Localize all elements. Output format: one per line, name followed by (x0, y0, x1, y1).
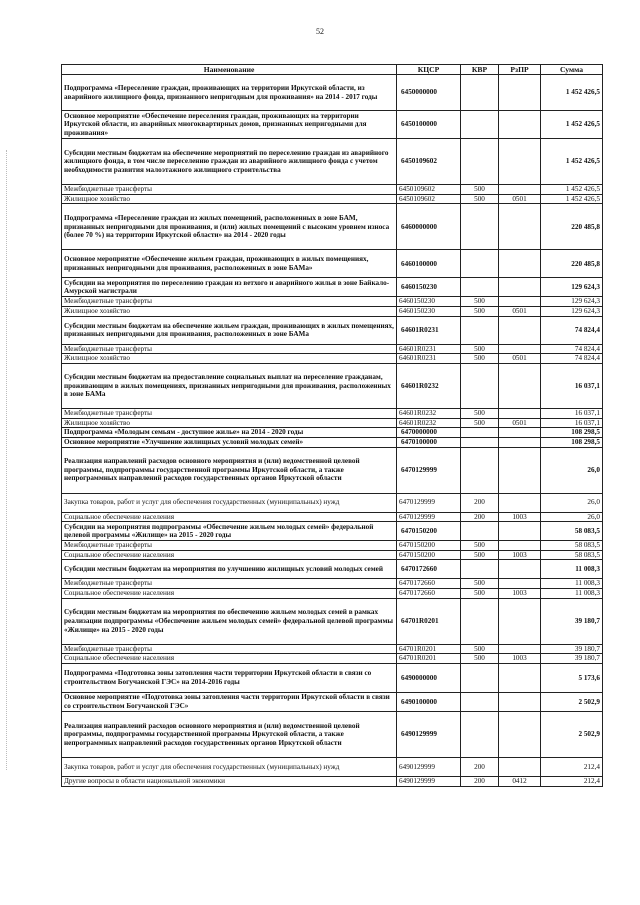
cell-rzpr: 0501 (499, 307, 541, 317)
cell-sum: 1 452 426,5 (541, 111, 603, 139)
cell-kcsr: 64601R0232 (397, 363, 461, 408)
table-row (62, 512, 603, 522)
cell-kcsr: 6470172660 (397, 589, 461, 599)
cell-kvr (461, 139, 499, 185)
cell-sum: 212,4 (541, 777, 603, 787)
cell-kcsr: 6470129999 (397, 493, 461, 512)
cell-kvr (461, 522, 499, 541)
cell-rzpr (499, 316, 541, 344)
cell-kcsr: 6450109602 (397, 139, 461, 185)
margin-dotted-line (6, 150, 8, 770)
cell-kcsr: 6450109602 (397, 185, 461, 195)
cell-kcsr: 6470129999 (397, 447, 461, 493)
cell-name: Социальное обеспечение населения (62, 589, 397, 599)
cell-kvr: 500 (461, 297, 499, 307)
table-row (62, 250, 603, 278)
cell-rzpr (499, 493, 541, 512)
cell-kvr (461, 204, 499, 250)
cell-kcsr: 6470172660 (397, 560, 461, 579)
cell-kvr: 200 (461, 512, 499, 522)
cell-name: Закупка товаров, работ и услуг для обеспечения государственных (муниципальных) нужд (62, 493, 397, 512)
cell-kcsr: 6470150200 (397, 550, 461, 560)
cell-kcsr: 6490129999 (397, 758, 461, 777)
table-row (62, 204, 603, 250)
table-row (62, 418, 603, 428)
table-row (62, 541, 603, 551)
cell-kvr (461, 664, 499, 693)
table-row (62, 185, 603, 195)
cell-sum: 129 624,3 (541, 307, 603, 317)
cell-rzpr (499, 75, 541, 111)
cell-kvr: 200 (461, 758, 499, 777)
cell-kvr (461, 598, 499, 644)
table-row (62, 408, 603, 418)
cell-kvr: 500 (461, 354, 499, 364)
cell-sum: 220 485,8 (541, 250, 603, 278)
cell-rzpr (499, 541, 541, 551)
cell-sum: 11 008,3 (541, 589, 603, 599)
cell-rzpr (499, 111, 541, 139)
table-row (62, 307, 603, 317)
cell-kcsr: 6460100000 (397, 250, 461, 278)
cell-name: Социальное обеспечение населения (62, 512, 397, 522)
cell-sum: 26,0 (541, 447, 603, 493)
cell-rzpr (499, 297, 541, 307)
cell-name: Субсидии на мероприятия подпрограммы «Обеспечение жильем молодых семей» федеральной целевой программы «Жилище» на 2015 - 2020 годы (62, 522, 397, 541)
cell-kcsr: 6450109602 (397, 194, 461, 204)
cell-kvr: 500 (461, 589, 499, 599)
cell-kcsr: 64601R0231 (397, 316, 461, 344)
cell-kcsr: 6470150200 (397, 541, 461, 551)
table-row (62, 75, 603, 111)
cell-kcsr: 6470000000 (397, 428, 461, 438)
cell-kcsr: 6470150200 (397, 522, 461, 541)
header-kcsr: КЦСР (397, 65, 461, 75)
cell-name: Подпрограмма «Переселение граждан из жилых помещений, расположенных в зоне БАМ, признанных непригодными для проживания, и (или) жилых помещений с высоким уровнем износа (более 70 %) на территории Иркутской области» на 2014 - 2020 годы (62, 204, 397, 250)
cell-sum: 39 180,7 (541, 644, 603, 654)
cell-kcsr: 6460150230 (397, 278, 461, 297)
cell-name: Субсидии местным бюджетам на мероприятия по обеспечению жильем молодых семей в рамках реализации подпрограммы «Обеспечение жильем молодых семей» федеральной целевой программы «Жилище» на 2015 - 2020 годы (62, 598, 397, 644)
cell-kvr: 500 (461, 185, 499, 195)
cell-sum: 39 180,7 (541, 654, 603, 664)
cell-kvr: 500 (461, 408, 499, 418)
cell-kvr (461, 560, 499, 579)
cell-name: Закупка товаров, работ и услуг для обеспечения государственных (муниципальных) нужд (62, 758, 397, 777)
cell-name: Жилищное хозяйство (62, 194, 397, 204)
cell-sum: 16 037,1 (541, 408, 603, 418)
cell-kvr (461, 428, 499, 438)
cell-sum: 16 037,1 (541, 418, 603, 428)
cell-rzpr (499, 408, 541, 418)
cell-sum: 5 173,6 (541, 664, 603, 693)
cell-sum: 26,0 (541, 493, 603, 512)
cell-rzpr (499, 437, 541, 447)
cell-rzpr: 0501 (499, 354, 541, 364)
cell-name: Другие вопросы в области национальной экономики (62, 777, 397, 787)
cell-rzpr (499, 579, 541, 589)
table-row (62, 297, 603, 307)
cell-sum: 1 452 426,5 (541, 75, 603, 111)
cell-rzpr (499, 644, 541, 654)
cell-kvr (461, 693, 499, 712)
table-row (62, 712, 603, 758)
cell-name: Межбюджетные трансферты (62, 185, 397, 195)
table-row (62, 428, 603, 438)
cell-kvr: 200 (461, 777, 499, 787)
cell-rzpr: 1003 (499, 654, 541, 664)
cell-rzpr (499, 522, 541, 541)
cell-kvr (461, 712, 499, 758)
cell-kcsr: 6470172660 (397, 579, 461, 589)
header-kvr: КВР (461, 65, 499, 75)
cell-rzpr (499, 560, 541, 579)
cell-rzpr (499, 428, 541, 438)
cell-kvr: 500 (461, 541, 499, 551)
cell-rzpr (499, 185, 541, 195)
table-header-row (62, 65, 603, 75)
cell-kcsr: 6470129999 (397, 512, 461, 522)
cell-sum: 212,4 (541, 758, 603, 777)
table-row (62, 363, 603, 408)
cell-rzpr (499, 758, 541, 777)
cell-kcsr: 64701R0201 (397, 598, 461, 644)
table-row (62, 344, 603, 354)
cell-name: Основное мероприятие «Подготовка зоны затопления части территории Иркутской области в связи со строительством Богучанской ГЭС» (62, 693, 397, 712)
cell-name: Субсидии на мероприятия по переселению граждан из ветхого и аварийного жилья в зоне Байкало-Амурской магистрали (62, 278, 397, 297)
cell-kcsr: 64601R0232 (397, 418, 461, 428)
cell-sum: 74 824,4 (541, 354, 603, 364)
cell-kcsr: 6460150230 (397, 297, 461, 307)
cell-kcsr: 64601R0231 (397, 344, 461, 354)
table-row (62, 777, 603, 787)
cell-rzpr: 0501 (499, 194, 541, 204)
cell-kcsr: 6470100000 (397, 437, 461, 447)
cell-rzpr (499, 712, 541, 758)
cell-name: Межбюджетные трансферты (62, 344, 397, 354)
cell-name: Жилищное хозяйство (62, 307, 397, 317)
cell-kcsr: 64601R0232 (397, 408, 461, 418)
cell-sum: 129 624,3 (541, 278, 603, 297)
table-row (62, 522, 603, 541)
cell-name: Субсидии местным бюджетам на обеспечение жильем граждан, проживающих в жилых помещениях, признанных непригодными для проживания, расположенных в зоне БАМа (62, 316, 397, 344)
cell-name: Субсидии местным бюджетам на предоставление социальных выплат на переселение гражданам, проживающим в жилых помещениях, признанных непригодными для проживания, расположенных в зоне БАМа (62, 363, 397, 408)
cell-kvr (461, 447, 499, 493)
cell-name: Социальное обеспечение населения (62, 550, 397, 560)
table-row (62, 664, 603, 693)
cell-rzpr (499, 664, 541, 693)
cell-kvr (461, 278, 499, 297)
cell-sum: 1 452 426,5 (541, 194, 603, 204)
table-row (62, 354, 603, 364)
cell-name: Основное мероприятие «Улучшение жилищных условий молодых семей» (62, 437, 397, 447)
cell-kvr: 500 (461, 344, 499, 354)
cell-name: Субсидии местным бюджетам на обеспечение мероприятий по переселению граждан из аварийного жилищного фонда, в том числе переселению граждан из аварийного жилищного фонда с учетом необходимости развития малоэтажного жилищного строительства (62, 139, 397, 185)
cell-kvr (461, 437, 499, 447)
page-number: 52 (316, 27, 324, 36)
cell-name: Жилищное хозяйство (62, 354, 397, 364)
cell-kcsr: 6460000000 (397, 204, 461, 250)
table-row (62, 493, 603, 512)
cell-rzpr (499, 278, 541, 297)
cell-sum: 129 624,3 (541, 297, 603, 307)
cell-kcsr: 64701R0201 (397, 644, 461, 654)
cell-kvr: 500 (461, 654, 499, 664)
table-row (62, 111, 603, 139)
cell-kcsr: 6450100000 (397, 111, 461, 139)
cell-kvr (461, 316, 499, 344)
cell-sum: 74 824,4 (541, 316, 603, 344)
cell-rzpr: 1003 (499, 589, 541, 599)
cell-kcsr: 6490129999 (397, 712, 461, 758)
budget-table (61, 64, 603, 787)
cell-rzpr (499, 139, 541, 185)
cell-kvr: 500 (461, 579, 499, 589)
cell-name: Межбюджетные трансферты (62, 408, 397, 418)
table-row (62, 560, 603, 579)
cell-sum: 1 452 426,5 (541, 139, 603, 185)
cell-name: Социальное обеспечение населения (62, 654, 397, 664)
cell-kcsr: 6490129999 (397, 777, 461, 787)
cell-sum: 2 502,9 (541, 712, 603, 758)
cell-kcsr: 6490000000 (397, 664, 461, 693)
table-row (62, 598, 603, 644)
cell-kvr: 500 (461, 307, 499, 317)
cell-kvr: 500 (461, 644, 499, 654)
table-row (62, 194, 603, 204)
cell-rzpr: 1003 (499, 512, 541, 522)
cell-name: Межбюджетные трансферты (62, 644, 397, 654)
cell-sum: 11 008,3 (541, 560, 603, 579)
cell-rzpr (499, 693, 541, 712)
table-row (62, 447, 603, 493)
cell-name: Жилищное хозяйство (62, 418, 397, 428)
header-sum: Сумма (541, 65, 603, 75)
cell-name: Основное мероприятие «Обеспечение жильем граждан, проживающих в жилых помещениях, признанных непригодными для проживания, расположенных в зоне БАМа» (62, 250, 397, 278)
cell-sum: 1 452 426,5 (541, 185, 603, 195)
cell-rzpr: 1003 (499, 550, 541, 560)
cell-sum: 16 037,1 (541, 363, 603, 408)
cell-rzpr (499, 204, 541, 250)
cell-rzpr (499, 250, 541, 278)
table-row (62, 644, 603, 654)
header-name: Наименование (62, 65, 397, 75)
cell-kcsr: 64601R0231 (397, 354, 461, 364)
cell-name: Межбюджетные трансферты (62, 579, 397, 589)
table-row (62, 550, 603, 560)
cell-kcsr: 64701R0201 (397, 654, 461, 664)
cell-kvr: 500 (461, 194, 499, 204)
cell-kcsr: 6450000000 (397, 75, 461, 111)
table-row (62, 758, 603, 777)
cell-sum: 220 485,8 (541, 204, 603, 250)
cell-rzpr (499, 344, 541, 354)
cell-kvr: 200 (461, 493, 499, 512)
cell-name: Межбюджетные трансферты (62, 541, 397, 551)
cell-sum: 39 180,7 (541, 598, 603, 644)
cell-name: Основное мероприятие «Обеспечение переселения граждан, проживающих на территории Иркутской области, из аварийных многоквартирных домов, признанных непригодными для проживания» (62, 111, 397, 139)
cell-sum: 58 083,5 (541, 522, 603, 541)
table-row (62, 693, 603, 712)
cell-sum: 2 502,9 (541, 693, 603, 712)
cell-sum: 11 008,3 (541, 579, 603, 589)
cell-rzpr (499, 363, 541, 408)
cell-name: Подпрограмма «Молодым семьям - доступное жилье» на 2014 - 2020 годы (62, 428, 397, 438)
cell-rzpr (499, 598, 541, 644)
table-row (62, 654, 603, 664)
cell-sum: 74 824,4 (541, 344, 603, 354)
cell-sum: 108 298,5 (541, 437, 603, 447)
cell-sum: 26,0 (541, 512, 603, 522)
cell-kvr (461, 75, 499, 111)
cell-name: Реализация направлений расходов основного мероприятия и (или) ведомственной целевой программы, подпрограммы государственной программы Иркутской области, а также непрограммных направлений расходов государственных органов Иркутской области (62, 712, 397, 758)
cell-sum: 58 083,5 (541, 550, 603, 560)
cell-name: Реализация направлений расходов основного мероприятия и (или) ведомственной целевой программы, подпрограммы государственной программы Иркутской области, а также непрограммных направлений расходов государственных органов Иркутской области (62, 447, 397, 493)
cell-rzpr: 0501 (499, 418, 541, 428)
table-row (62, 437, 603, 447)
cell-name: Межбюджетные трансферты (62, 297, 397, 307)
table-row (62, 316, 603, 344)
cell-kvr (461, 250, 499, 278)
cell-kvr: 500 (461, 418, 499, 428)
cell-kcsr: 6460150230 (397, 307, 461, 317)
table-row (62, 139, 603, 185)
cell-kvr (461, 111, 499, 139)
cell-name: Подпрограмма «Подготовка зоны затопления части территории Иркутской области в связи со строительством Богучанской ГЭС» на 2014-2016 годы (62, 664, 397, 693)
cell-name: Субсидии местным бюджетам на мероприятия по улучшению жилищных условий молодых семей (62, 560, 397, 579)
cell-kvr: 500 (461, 550, 499, 560)
cell-sum: 108 298,5 (541, 428, 603, 438)
table-row (62, 278, 603, 297)
cell-name: Подпрограмма «Переселение граждан, проживающих на территории Иркутской области, из аварийного жилищного фонда, признанного непригодным для проживания» на 2014 - 2017 годы (62, 75, 397, 111)
cell-sum: 58 083,5 (541, 541, 603, 551)
table-row (62, 589, 603, 599)
cell-rzpr (499, 447, 541, 493)
cell-kvr (461, 363, 499, 408)
cell-kcsr: 6490100000 (397, 693, 461, 712)
cell-rzpr: 0412 (499, 777, 541, 787)
table-row (62, 579, 603, 589)
header-rzpr: РзПР (499, 65, 541, 75)
